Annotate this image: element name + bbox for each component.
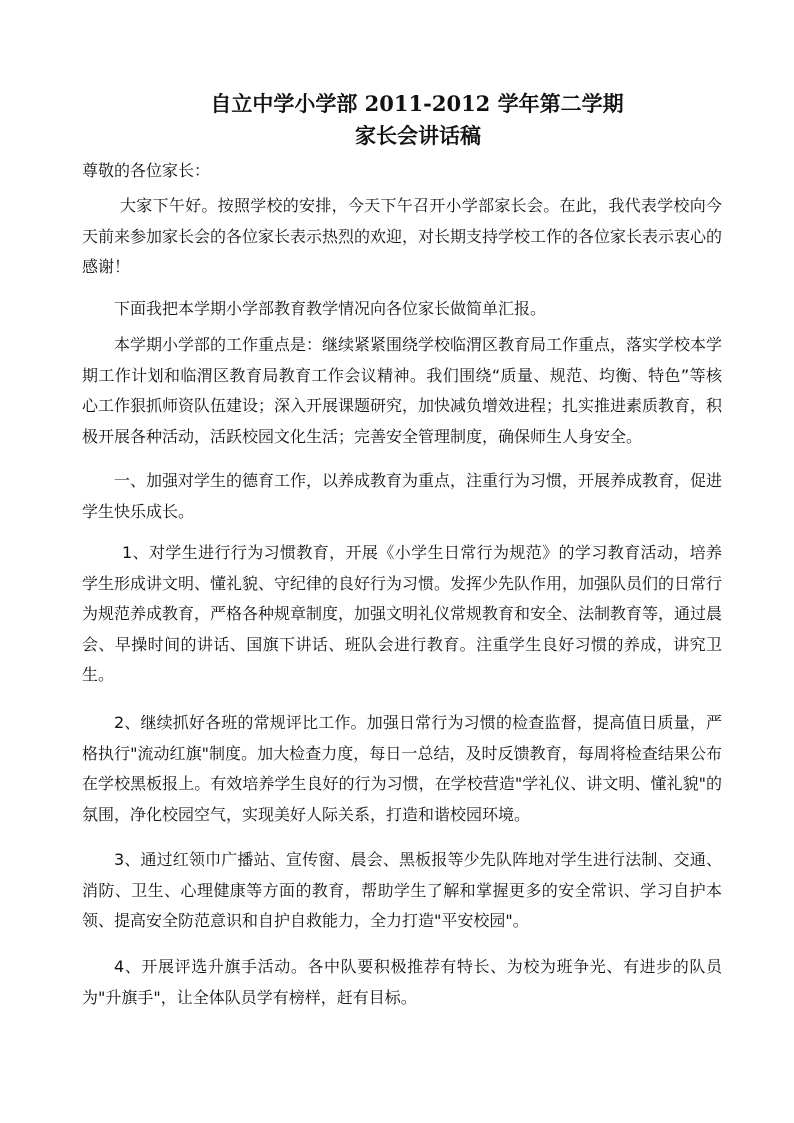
paragraph-item-4: 4、开展评选升旗手活动。各中队要积极推荐有特长、为校为班争光、有进步的队员为"升旗手"，让全体队员学有榜样，赶有目标。 <box>82 957 722 1007</box>
document-title-line2: 家长会讲话稿 <box>355 123 481 148</box>
paragraph-greeting: 大家下午好。按照学校的安排，今天下午召开小学部家长会。在此，我代表学校向今天前来参加家长会的各位家长表示热烈的欢迎，对长期支持学校工作的各位家长表示衷心的感谢！ <box>82 196 723 276</box>
paragraph-intro: 下面我把本学期小学部教育教学情况向各位家长做简单汇报。 <box>114 299 547 318</box>
paragraph-item-2: 2、继续抓好各班的常规评比工作。加强日常行为习惯的检查监督，提高值日质量，严格执行"流动红旗"制度。加大检查力度，每日一总结，及时反馈教育，每周将检查结果公布在学校黑板报上。有效培养学生良好的行为习惯，在学校营造"学礼仪、讲文明、懂礼貌"的氛围，净化校园空气，实现美好人际关系，打造和谐校园环境。 <box>82 713 722 824</box>
paragraph-work-focus: 本学期小学部的工作重点是：继续紧紧围绕学校临渭区教育局工作重点，落实学校本学期工作计划和临渭区教育局教育工作会议精神。我们围绕“质量、规范、均衡、特色”等核心工作狠抓师资队伍建设；深入开展课题研究，加快减负增效进程；扎实推进素质教育，积极开展各种活动，活跃校园文化生活；完善安全管理制度，确保师生人身安全。 <box>82 335 723 446</box>
paragraph-item-3: 3、通过红领巾广播站、宣传窗、晨会、黑板报等少先队阵地对学生进行法制、交通、消防、卫生、心理健康等方面的教育，帮助学生了解和掌握更多的安全常识、学习自护本领、提高安全防范意识和自护自救能力，全力打造"平安校园"。 <box>82 850 722 930</box>
document-title-line1: 自立中学小学部 2011-2012 学年第二学期 <box>210 91 624 116</box>
paragraph-section-1-heading: 一、加强对学生的德育工作，以养成教育为重点，注重行为习惯，开展养成教育，促进学生快乐成长。 <box>82 471 723 521</box>
paragraph-item-1: 1、对学生进行行为习惯教育，开展《小学生日常行为规范》的学习教育活动，培养学生形成讲文明、懂礼貌、守纪律的良好行为习惯。发挥少先队作用，加强队员们的日常行为规范养成教育，严格各种规章制度，加强文明礼仪常规教育和安全、法制教育等，通过晨会、早操时间的讲话、国旗下讲话、班队会进行教育。注重学生良好习惯的养成，讲究卫生。 <box>82 543 723 684</box>
salutation: 尊敬的各位家长： <box>82 161 211 180</box>
